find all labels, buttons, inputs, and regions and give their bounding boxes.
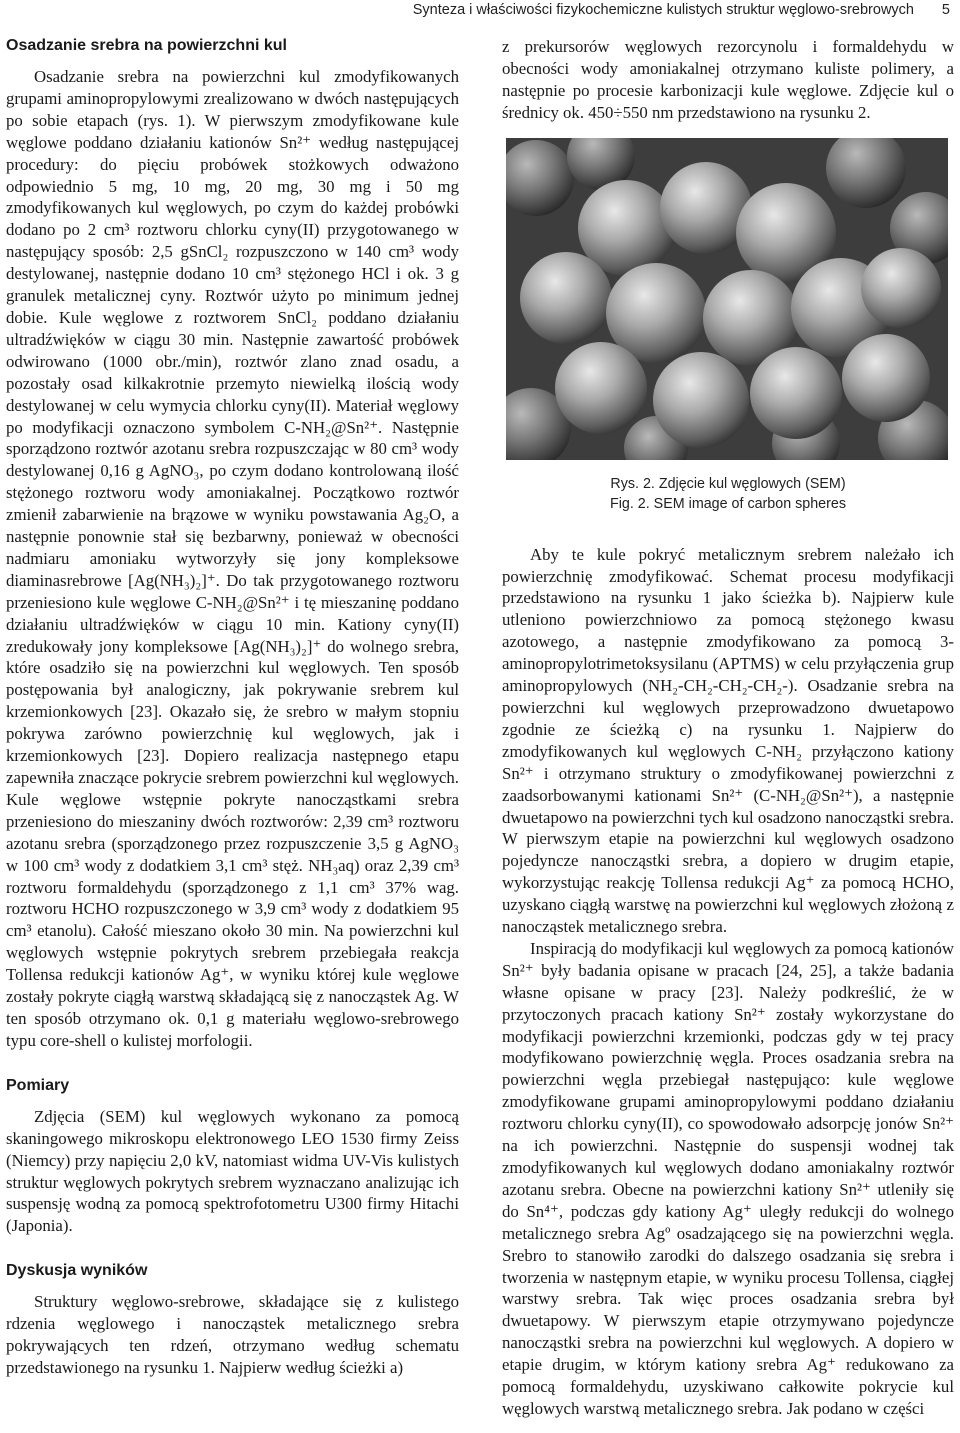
- running-title: Synteza i właściwości fizykochemiczne kulistych struktur węglowo-srebrowych: [412, 2, 914, 18]
- sem-image-carbon-spheres: [506, 138, 948, 460]
- paragraph: Osadzanie srebra na powierzchni kul zmodyfikowanych grupami aminopropylowymi zrealizowano w dwóch następujących po sobie etapach (rys. 1). W pierwszym zmodyfikowane kule węglowe poddano działaniu kationów Sn²⁺ według następującej procedury: do pięciu probówek stożkowych odważono odpowiednio 5 mg, 10 mg, 20 mg, 30 mg i 50 mg zmodyfikowanych kul węglowych, po czym do każdej probówki dodano po 2 cm³ roztworu chlorku cyny(II) przygotowanego w następujący sposób: 2,5 gSnCl₂ rozpuszczono w 140 cm³ wody destylowanej, następnie dodano 10 cm³ stężonego HCl i ok. 3 g granulek metalicznej cyny. Roztwór użyto po minimum jednej dobie. Kule węglowe z roztworem SnCl₂ poddano działaniu ultradźwięków w ciągu 30 min. Następnie zawartość probówek odwirowano (1000 obr./min), roztwór zlano znad osadu, a pozostały osad kilkakrotnie przemyto niewielką ilością wody destylowanej w celu wymycia chlorku cyny(II). Materiał węglowy po modyfikacji oznaczono symbolem C-NH₂@Sn²⁺. Następnie sporządzono roztwór azotanu srebra rozpuszczając w 80 cm³ wody destylowanej 0,16 g AgNO₃, po czym dodano kontrolowaną ilość stężonego roztworu wody amoniakalnej. Początkowo roztwór zmienił zabarwienie na brązowe w wyniku powstawania Ag₂O, a następnie ponownie stał się bezbarwny, ponieważ w obecności nadmiaru amoniaku wytworzyły się jony kompleksowe diaminasrebrowe [Ag(NH₃)₂]⁺. Do tak przygotowanego roztworu przeniesiono kule węglowe C-NH₂@Sn²⁺ i tę mieszaninę poddano działaniu ultradźwięków w ciągu 10 min. Kationy cyny(II) zredukowały jony kompleksowe [Ag(NH₃)₂]⁺ do wolnego srebra, które osadziło się na powierzchni kul węglowych. Ten sposób postępowania był analogiczny, jak pokrywanie srebrem kul krzemionkowych [23]. Okazało się, że srebro w małym stopniu pokrywa zarówno powierzchnię kul węglowych, jak i krzemionkowych [23]. Dopiero realizacja następnego etapu zapewniła znaczące pokrycie srebrem powierzchni kul węglowych. Kule węglowe wstępnie pokryte nanocząstkami srebra przeniesiono do mieszaniny dwóch roztworów: 2,39 cm³ roztworu azotanu srebra (sporządzonego przez rozpuszczenie 3,5 g AgNO₃ w 100 cm³ wody z dodatkiem 3,1 cm³ stęż. NH₃aq) oraz 2,39 cm³ roztworu formaldehydu (sporządzonego z 1,1 cm³ 37% wag. roztworu HCHO rozpuszczonego w 3,9 cm³ wody z dodatkiem 95 cm³ etanolu). Całość mieszano około 30 min. Na powierzchni kul węglowych wstępnie pokrytych srebrem przebiegała reakcja Tollensa redukcji kationów Ag⁺, w wyniku której kule węglowe zostały pokryte ciągłą warstwą składającą się z nanocząstek Ag. W ten sposób otrzymano ok. 0,1 g materiału węglowo-srebrowego typu core-shell o kulistej morfologii.: [6, 67, 459, 1050]
- left-column: [6, 36, 459, 1379]
- paragraph: Aby te kule pokryć metalicznym srebrem należało ich powierzchnię zmodyfikować. Schemat procesu modyfikacji przedstawiono na rysunku 1 jako ścieżka b). Najpierw kule utleniono powierzchniowo za pomocą stężonego kwasu azotowego, a następnie zmodyfikowano za pomocą 3-aminopropylotrimetoksysilanu (APTMS) w celu przyłączenia grup aminopropylowych (NH₂-CH₂-CH₂-CH₂-). Osadzanie srebra na powierzchni kul węglowych przeprowadzono dwuetapowo zgodnie ze ścieżką c) na rysunku 1. Najpierw do zmodyfikowanych kul węglowych C-NH₂ przyłączono kationy Sn²⁺ i otrzymano struktury o zmodyfikowanej powierzchni z zaadsorbowanymi kationami Sn²⁺ (C-NH₂@Sn²⁺), a następnie dwuetapowo na powierzchni tych kul osadzono nanocząstki srebra. W pierwszym etapie na powierzchni kul węglowych osadzono pojedyncze nanocząstki srebra, a dopiero w drugim etapie, wykorzystując reakcję Tollensa redukcji Ag⁺ za pomocą HCHO, uzyskano ciągłą warstwę na powierzchni kul węglowych złożoną z nanocząstek metalicznego srebra.: [502, 544, 955, 937]
- paragraph: z prekursorów węglowych rezorcynolu i formaldehydu w obecności wody amoniakalnej otrzymano kuliste polimery, a następnie po procesie karbonizacji kule węglowe. Zdjęcie kul o średnicy ok. 450÷550 nm przedstawiono na rysunku 2.: [502, 37, 954, 122]
- section-title-discussion: Dyskusja wyników: [6, 1262, 148, 1280]
- section-title-silver-deposition: Osadzanie srebra na powierzchni kul: [6, 37, 287, 54]
- paragraph: Zdjęcia (SEM) kul węglowych wykonano za pomocą skaningowego mikroskopu elektronowego LEO 1530 firmy Zeiss (Niemcy) przy napięciu 2,0 kV, natomiast widma UV-Vis kulistych struktur węglowych pokrytych srebrem wyznaczano analizując ich suspensję wodną za pomocą spektrofotometru U300 firmy Hitachi (Japonia).: [6, 1106, 459, 1236]
- figure-2: [502, 138, 954, 514]
- page-number: 5: [941, 2, 950, 18]
- right-column: [502, 36, 954, 1420]
- sem-spheres-illustration: [506, 138, 948, 460]
- running-header: [6, 2, 954, 22]
- paragraph: Inspiracją do modyfikacji kul węglowych za pomocą kationów Sn²⁺ były badania opisane w pracach [24, 25], a także badania własne opisane w pracy [23]. Należy podkreślić, że w przytoczonych pracach kationy Sn²⁺ zostały wykorzystane do modyfikacji powierzchni krzemionki, podczas gdy w tej pracy modyfikowano powierzchnię węgla. Proces osadzania srebra na powierzchni węgla przebiegał następująco: kule węglowe zmodyfikowane grupami aminopropylowymi poddano działaniu roztworu chlorku cyny(II), co spowodowało adsorpcję jonów Sn²⁺ na ich powierzchni. Następnie do suspensji wodnej tak zmodyfikowanych kul węglowych dodano amoniakalny roztwór azotanu srebra. Obecne na powierzchni kationy Sn²⁺ utleniły się do Sn⁴⁺, podczas gdy kationy Ag⁺ uległy redukcji do wolnego metalicznego srebra Agº osadzającego się na powierzchni węgla. Srebro to stanowiło zarodki do dalszego osadzania się srebra i tworzenia w następnym etapie, w wyniku procesu Tollensa, ciągłej warstwy srebra. Tak więc proces osadzania srebra był dwuetapowy. W pierwszym etapie otrzymywano pojedyncze nanocząstki srebra na powierzchni kul węglowych. A dopiero w etapie drugim, w którym kationy srebra Ag⁺ redukowano za pomocą formaldehydu, uzyskiwano całkowite pokrycie kul węglowych warstwą metalicznego srebra. Jak podano w części: [502, 938, 954, 1418]
- section-title-measurements: Pomiary: [6, 1076, 70, 1094]
- figure-caption-pl: Rys. 2. Zdjęcie kul węglowych (SEM): [610, 475, 846, 492]
- paragraph: Struktury węglowo-srebrowe, składające się z kulistego rdzenia węglowego i nanocząstek metalicznego srebra pokrywających ten rdzeń, otrzymano według schematu przedstawionego na rysunku 1. Najpierw według ścieżki a): [6, 1292, 459, 1377]
- figure-caption-en: Fig. 2. SEM image of carbon spheres: [609, 495, 846, 512]
